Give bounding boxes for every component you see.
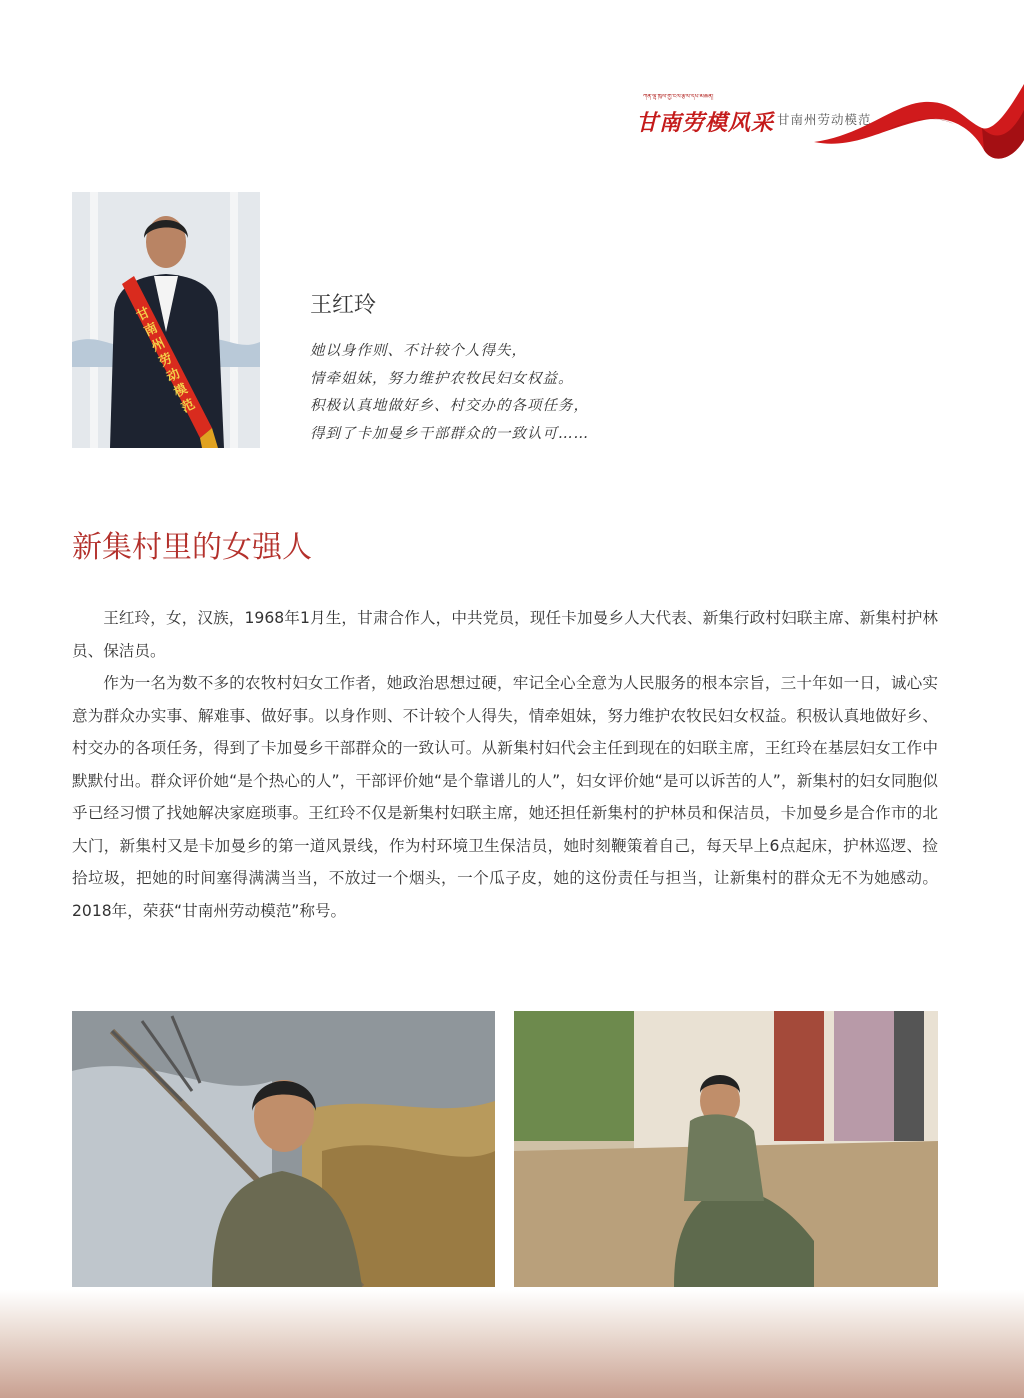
portrait-photo bbox=[72, 192, 260, 448]
photo-woman-checking-grain bbox=[514, 1011, 938, 1287]
quote-line: 得到了卡加曼乡干部群众的一致认可…… bbox=[310, 425, 589, 442]
article-body bbox=[72, 602, 938, 927]
photo-illustration bbox=[514, 1011, 938, 1287]
header-subtitle: 甘南州劳动模范 bbox=[777, 112, 872, 127]
red-ribbon-decoration bbox=[814, 80, 1024, 170]
portrait-illustration bbox=[72, 192, 260, 448]
photo-woman-with-pitchfork bbox=[72, 1011, 495, 1287]
footer-landscape-decoration bbox=[0, 1290, 1024, 1398]
article-paragraph: 作为一名为数不多的农牧村妇女工作者，她政治思想过硬，牢记全心全意为人民服务的根本宗旨，三十年如一日，诚心实意为群众办实事、解难事、做好事。以身作则、不计较个人得失，情牵姐妹，努力维护农牧民妇女权益。积极认真地做好乡、村交办的各项任务，得到了卡加曼乡干部群众的一致认可。从新集村妇代会主任到现在的妇联主席，王红玲在基层妇女工作中默默付出。群众评价她“是个热心的人”，干部评价她“是个靠谱儿的人”，妇女评价她“是可以诉苦的人”，新集村的妇女同胞似乎已经习惯了找她解决家庭琐事。王红玲不仅是新集村妇联主席，她还担任新集村的护林员和保洁员，卡加曼乡是合作市的北大门，新集村又是卡加曼乡的第一道风景线，作为村环境卫生保洁员，她时刻鞭策着自己，每天早上6点起床，护林巡逻、捡拾垃圾，把她的时间塞得满满当当，不放过一个烟头，一个瓜子皮，她的这份责任与担当，让新集村的群众无不为她感动。2018年，荣获“甘南州劳动模范”称号。 bbox=[72, 674, 938, 920]
header-calligraphy-title: 甘南劳模风采 bbox=[636, 110, 775, 136]
intro-quote bbox=[310, 338, 589, 448]
quote-line: 她以身作则、不计较个人得失， bbox=[310, 343, 527, 359]
article-paragraph: 王红玲，女，汉族，1968年1月生，甘肃合作人，中共党员，现任卡加曼乡人大代表、新集行政村妇联主席、新集村护林员、保洁员。 bbox=[72, 609, 938, 660]
article-title: 新集村里的女强人 bbox=[72, 530, 312, 565]
sash-text: 甘南州劳动模范 bbox=[134, 305, 198, 417]
photo-illustration bbox=[72, 1011, 495, 1287]
header-tibetan-text: ཀན་ལྷོ་ཁུལ་གྱི་ངལ་རྩོལ་དཔེ་མཚོན། bbox=[643, 94, 714, 100]
quote-line: 积极认真地做好乡、村交办的各项任务， bbox=[310, 398, 589, 414]
person-name: 王红玲 bbox=[310, 293, 377, 318]
quote-line: 情牵姐妹，努力维护农牧民妇女权益。 bbox=[310, 370, 574, 387]
